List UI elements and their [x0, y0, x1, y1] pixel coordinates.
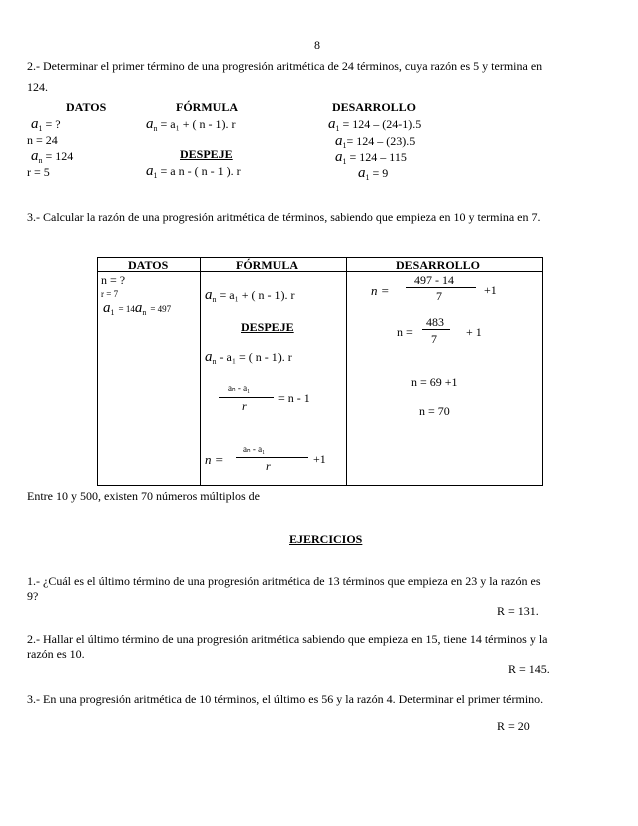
problem3-table-col-divider-1 [200, 257, 201, 485]
problem3-step3-numerator: aₙ - a₁ [243, 444, 266, 454]
problem3-dev4: n = 70 [419, 404, 450, 418]
problem3-dev3: n = 69 +1 [411, 375, 458, 389]
problem3-dev2-rhs: + 1 [466, 325, 482, 339]
exercise1-answer: R = 131. [497, 604, 539, 618]
problem3-despeje-step1: $a_n - a_1$ = ( n - 1). r [205, 349, 292, 366]
problem3-dato-n: n = ? [101, 273, 126, 287]
problem2-despeje-title: DESPEJE [180, 147, 233, 161]
page-number: 8 [314, 38, 320, 52]
problem3-dev2-numerator: 483 [426, 315, 444, 329]
ejercicios-title: EJERCICIOS [289, 532, 363, 546]
problem3-statement: 3.- Calcular la razón de una progresión aritmética de términos, sabiendo que empieza en 10 y termina en 7. [27, 210, 541, 224]
exercise3-answer: R = 20 [497, 719, 530, 733]
problem3-step2-denominator: r [242, 399, 247, 413]
problem2-desarrollo-header: DESARROLLO [332, 100, 417, 114]
problem2-dato-r: r = 5 [27, 165, 50, 179]
conclusion-text: Entre 10 y 500, existen 70 números múltiplos de [27, 489, 260, 503]
problem2-despeje: $a_1 = a$ n - ( n - 1 ). r [146, 163, 241, 180]
problem3-step3-lhs: n = [205, 452, 224, 467]
problem2-formula: $a_n = a_1$ + ( n - 1). r [146, 116, 236, 133]
problem3-formula-header: FÓRMULA [236, 258, 298, 272]
problem2-dato-n: n = 24 [27, 133, 58, 147]
problem3-dev1-numerator: 497 - 14 [414, 273, 454, 287]
problem3-step3-rhs: +1 [313, 452, 326, 466]
problem3-dato-a1-an: $a_1 = 14a_n = 497$ [103, 300, 172, 317]
problem2-dato-a1: $a_1$ = ? [31, 116, 61, 133]
problem2-dev-line2: $a_1= 124 - (23).5$ [335, 133, 416, 150]
problem2-statement-line2: 124. [27, 80, 48, 94]
problem3-dev2-denominator: 7 [431, 332, 437, 346]
exercise1-line2: 9? [27, 589, 39, 603]
problem3-step3-denominator: r [266, 459, 271, 473]
problem3-dato-r: r = 7 [101, 289, 119, 299]
problem3-dev2-fraction-bar [422, 329, 450, 330]
problem3-step2-numerator: aₙ - a₁ [228, 383, 251, 393]
problem2-dev-line1: $a_1 = 124 - (24-1).5$ [328, 116, 422, 133]
problem3-dev1-fraction-bar [406, 287, 476, 288]
problem3-formula: $a_n = a_1$ + ( n - 1). r [205, 287, 295, 304]
exercise2-answer: R = 145. [508, 662, 550, 676]
problem3-step2-rhs: = n - 1 [278, 391, 310, 405]
exercise2-line1: 2.- Hallar el último término de una progresión aritmética sabiendo que empieza en 15, tiene 14 términos y la [27, 632, 548, 646]
problem3-dev2-lhs: n = [397, 325, 413, 339]
problem2-dev-line4: $a_1 = 9$ [358, 165, 389, 182]
problem3-dev1-rhs: +1 [484, 283, 497, 297]
problem3-datos-header: DATOS [128, 258, 169, 272]
problem3-desarrollo-header: DESARROLLO [396, 258, 481, 272]
problem2-dev-line3: $a_1 = 124 - 115$ [335, 149, 407, 166]
exercise1-line1: 1.- ¿Cuál es el último término de una progresión aritmética de 13 términos que empieza en 23 y la razón es [27, 574, 541, 588]
problem3-step3-fraction-bar [236, 457, 308, 458]
problem3-despeje-title: DESPEJE [241, 320, 294, 334]
problem2-formula-header: FÓRMULA [176, 100, 238, 114]
problem3-step2-fraction-bar [219, 397, 274, 398]
exercise2-line2: razón es 10. [27, 647, 85, 661]
problem3-table-col-divider-2 [346, 257, 347, 485]
problem2-statement-line1: 2.- Determinar el primer término de una progresión aritmética de 24 términos, cuya razón es 5 y termina en [27, 59, 543, 73]
problem3-dev1-denominator: 7 [436, 289, 442, 303]
exercise3-line1: 3.- En una progresión aritmética de 10 términos, el último es 56 y la razón 4. Determinar el primer término. [27, 692, 544, 706]
problem3-dev1-lhs: n = [371, 283, 390, 298]
problem2-dato-an: $a_n = 124$ [31, 148, 74, 165]
problem2-datos-header: DATOS [66, 100, 107, 114]
